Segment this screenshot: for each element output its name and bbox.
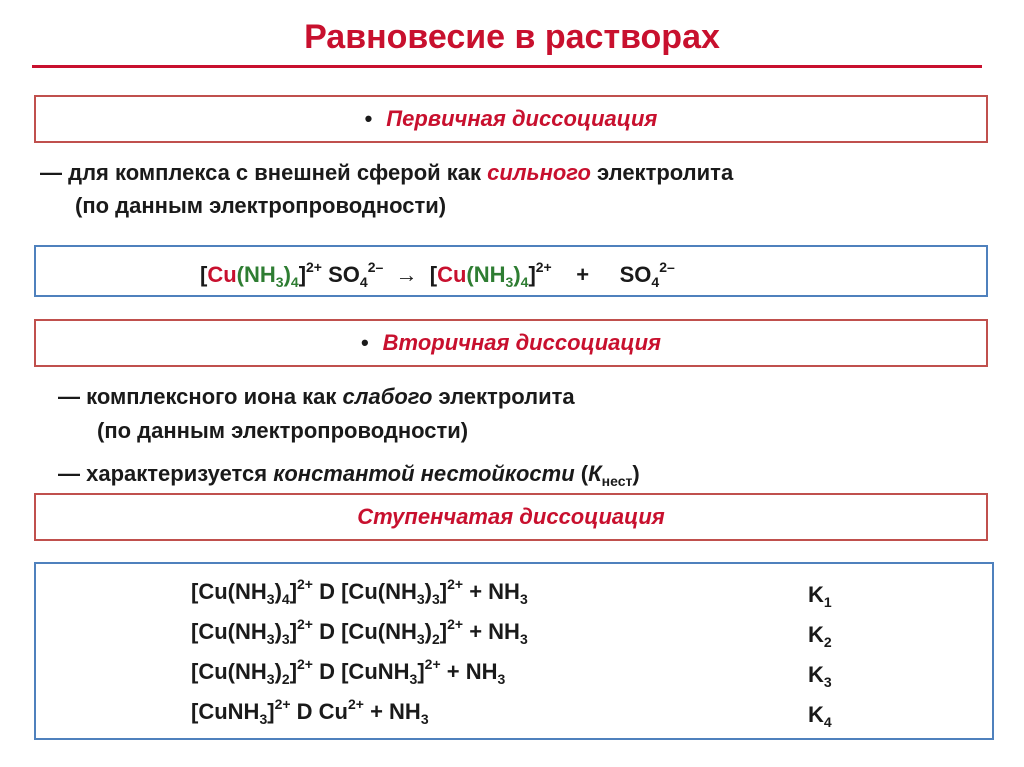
secondary-desc-line3: — характеризуется константой нестойкости $(К_{нест})$ — [58, 461, 640, 489]
primary-equation-box — [34, 245, 988, 297]
primary-heading: Первичная диссоциация — [386, 106, 658, 131]
stepwise-constant-k1: $K_1$ — [808, 582, 832, 610]
stepwise-constant-k4: $K_4$ — [808, 702, 832, 730]
secondary-heading-box — [34, 319, 988, 367]
strong-electrolyte-emphasis: сильного — [487, 160, 591, 185]
equation-row-4: [CuNH$_3$]$^{2+}$ D $Cu^{2+} + NH_3$ — [191, 696, 429, 727]
stepwise-heading: Ступенчатая диссоциация — [357, 504, 665, 529]
stepwise-constant-k2: $K_2$ — [808, 622, 832, 650]
stepwise-equations-box — [34, 562, 994, 740]
primary-desc-line1: — для комплекса с внешней сферой как сильного электролита — [40, 160, 734, 185]
equation-row-3: $[Cu(NH_3)_2]^{2+}$ D [CuNH$_3$]$^{2+}$ + $NH_3$ — [191, 656, 506, 687]
stepwise-heading-box — [34, 493, 988, 541]
secondary-desc-line2: (по данным электропроводности) — [97, 418, 469, 443]
equation-row-1: $[Cu(NH_3)_4]^{2+}$ D $[Cu(NH_3)_3]^{2+} + NH_3$ — [191, 576, 528, 607]
weak-electrolyte-emphasis: слабого — [342, 384, 433, 409]
arrow-icon: → — [395, 262, 418, 287]
secondary-desc-line1: — комплексного иона как слабого электролита — [58, 384, 575, 409]
bullet-icon: • — [364, 106, 373, 131]
title-underline — [32, 65, 982, 68]
primary-heading-box — [34, 95, 988, 143]
equation-row-2: $[Cu(NH_3)_3]^{2+}$ D $[Cu(NH_3)_2]^{2+} + NH_3$ — [191, 616, 528, 647]
stepwise-constant-k3: $K_3$ — [808, 662, 832, 690]
instability-constant-emphasis: константой нестойкости — [273, 461, 575, 486]
primary-equation: $[Cu(NH_3)_4]^{2+}$ $SO_4^{2-} \to [Cu(NH_3)_4]^{2+}$ + $SO_4^{2-}$ — [200, 259, 675, 290]
primary-desc-line2: (по данным электропроводности) — [75, 193, 447, 218]
secondary-heading: Вторичная диссоциация — [382, 330, 662, 355]
page-title: Равновесие в растворах — [304, 18, 720, 56]
bullet-icon: • — [360, 330, 369, 355]
